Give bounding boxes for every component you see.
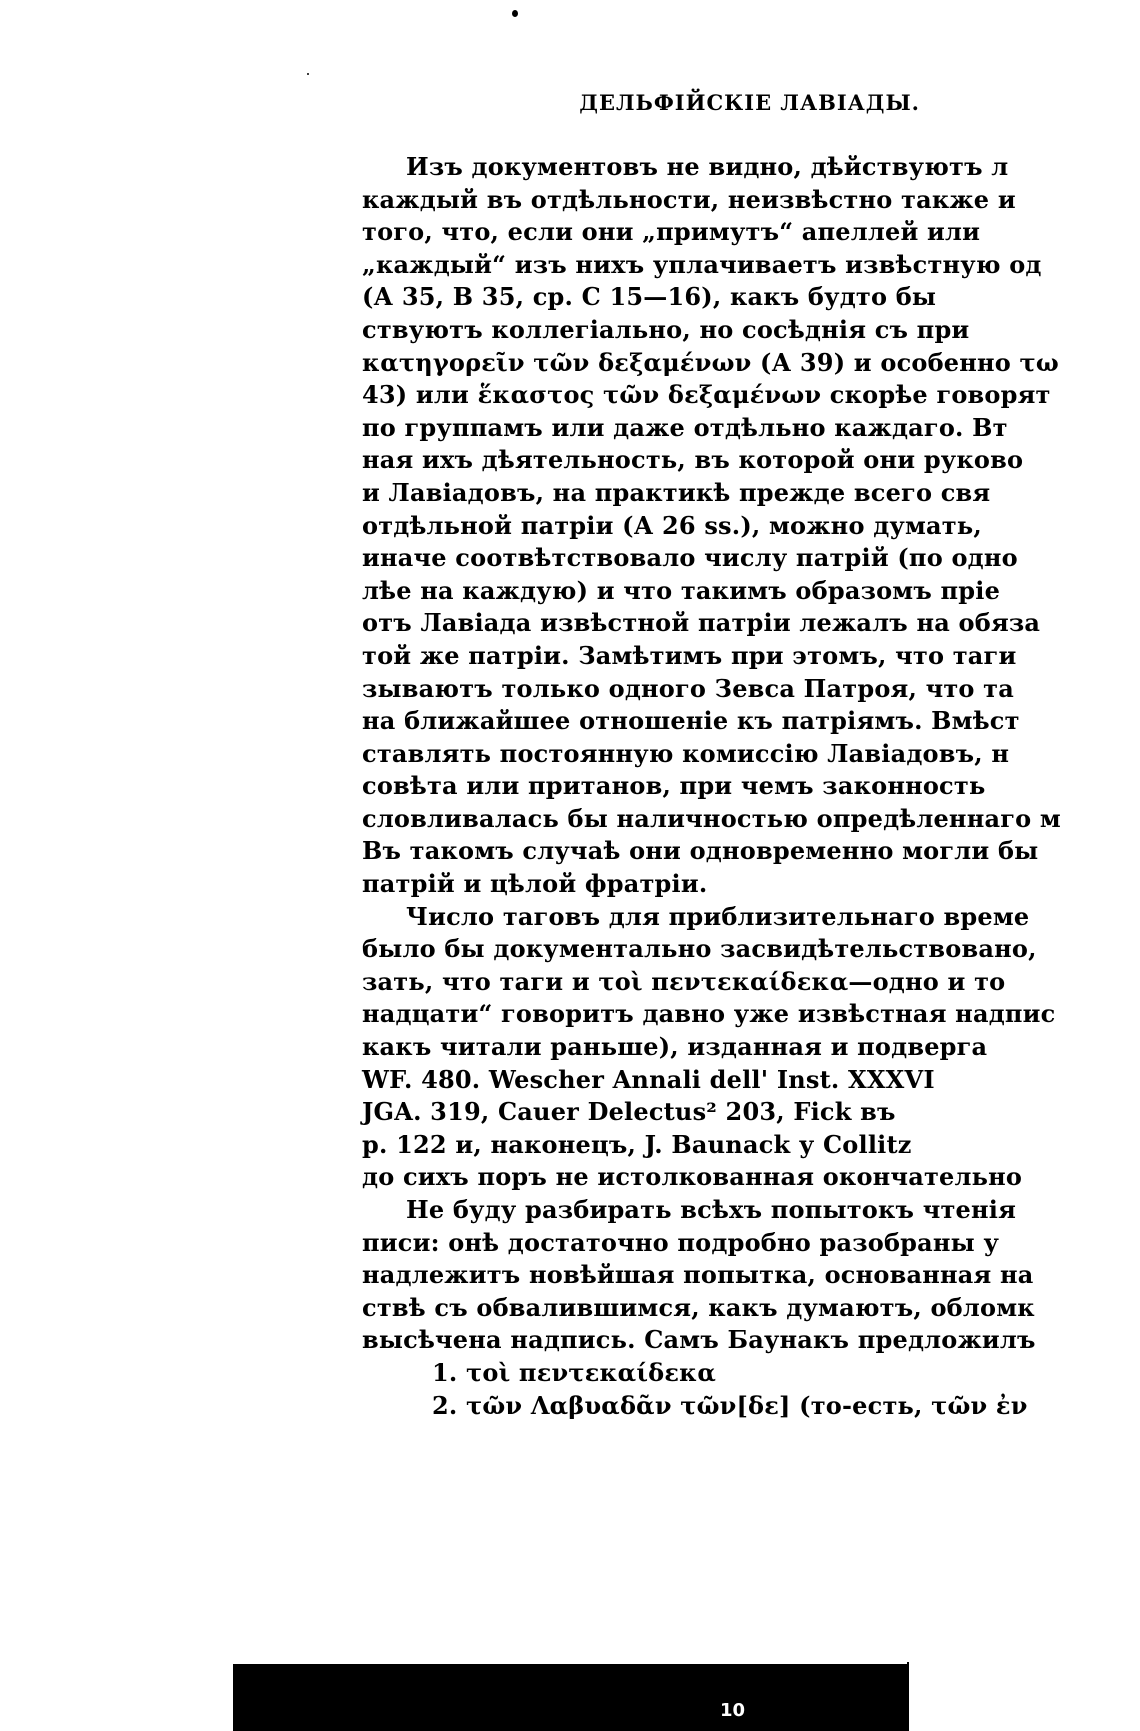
text-line: надцати“ говоритъ давно уже извѣстная надпис: [362, 999, 1056, 1029]
text-line: до сихъ поръ не истолкованная окончательно: [362, 1162, 1023, 1192]
text-line: зываютъ только одного Зевса Патроя, что та: [362, 673, 1014, 703]
text-line: той же патріи. Замѣтимъ при этомъ, что таги: [362, 640, 1017, 670]
page-number: 10: [720, 1700, 746, 1721]
text-line: ная ихъ дѣятельность, въ которой они руково: [362, 445, 1024, 475]
text-line: иначе соотвѣтствовало числу патрій (по одно: [362, 543, 1018, 573]
text-line: WF. 480. Wescher Annali dell' Inst. XXXVI: [362, 1064, 935, 1094]
numbered-line: 1. τοὶ πεντεκαίδεκα: [432, 1357, 717, 1387]
text-line: было бы документально засвидѣтельствовано,: [362, 934, 1037, 964]
text-line: лѣе на каждую) и что такимъ образомъ пріе: [362, 575, 1001, 605]
text-line: 43) или ἕκαστος τῶν δεξαμένων скорѣе говорят: [362, 380, 1051, 410]
text-line: на ближайшее отношеніе къ патріямъ. Вмѣст: [362, 706, 1020, 736]
text-line: отдѣльной патріи (А 26 ss.), можно думать,: [362, 510, 982, 540]
text-line: Не буду разбирать всѣхъ попытокъ чтенія: [406, 1195, 1017, 1224]
text-line: Изъ документовъ не видно, дѣйствуютъ л: [406, 152, 1009, 181]
text-line: κατηγορεῖν τῶν δεξαμένων (А 39) и особенно τω: [362, 347, 1059, 377]
text-line: надлежитъ новѣйшая попытка, основанная на: [362, 1260, 1034, 1290]
main-text-column: [362, 151, 1061, 1422]
text-line: Въ такомъ случаѣ они одновременно могли бы: [362, 836, 1039, 866]
scan-edge-bar: [233, 1664, 907, 1731]
text-line: отъ Лавіада извѣстной патріи лежалъ на обяза: [362, 608, 1041, 638]
text-line: какъ читали раньше), изданная и подверга: [362, 1032, 988, 1062]
text-line: высѣчена надпись. Самъ Баунакъ предложилъ: [362, 1325, 1036, 1355]
text-line: каждый въ отдѣльности, неизвѣстно также и: [362, 184, 1016, 214]
text-line: зать, что таги и τοὶ πεντεκαίδεκα—одно и то: [362, 966, 1006, 996]
ink-speck: [512, 10, 518, 17]
text-line: ствуютъ коллегіально, но сосѣднія съ при: [362, 314, 970, 344]
text-line: и Лавіадовъ, на практикѣ прежде всего свя: [362, 477, 991, 507]
numbered-line: 2. τῶν Λαβυαδᾶν τῶν[δε] (то-есть, τῶν ἐν: [432, 1390, 1028, 1420]
text-line: совѣта или пританов, при чемъ законность: [362, 771, 986, 801]
running-header: ДЕЛЬФІЙСКІЕ ЛАВІАДЫ.: [579, 90, 920, 115]
text-line: JGA. 319, Cauer Delectus² 203, Fick въ: [362, 1097, 896, 1127]
ink-speck: [307, 73, 309, 75]
text-line: патрій и цѣлой фратріи.: [362, 869, 708, 899]
text-line: p. 122 и, наконецъ, J. Baunack у Collitz: [362, 1129, 912, 1159]
text-line: ставлять постоянную комиссію Лавіадовъ, н: [362, 738, 1010, 768]
text-line: (А 35, В 35, ср. С 15—16), какъ будто бы: [362, 282, 937, 312]
scan-edge-line: [907, 1662, 909, 1731]
text-line: того, что, если они „примутъ“ апеллей или: [362, 217, 981, 247]
text-line: „каждый“ изъ нихъ уплачиваетъ извѣстную од: [362, 249, 1042, 279]
text-line: ствѣ съ обвалившимся, какъ думаютъ, обломк: [362, 1292, 1035, 1322]
text-line: по группамъ или даже отдѣльно каждаго. Вт: [362, 412, 1008, 442]
text-line: Число таговъ для приблизительнаго време: [406, 901, 1030, 931]
text-line: писи: онѣ достаточно подробно разобраны у: [362, 1227, 1000, 1257]
text-line: словливалась бы наличностью опредѣленнаго м: [362, 803, 1061, 833]
